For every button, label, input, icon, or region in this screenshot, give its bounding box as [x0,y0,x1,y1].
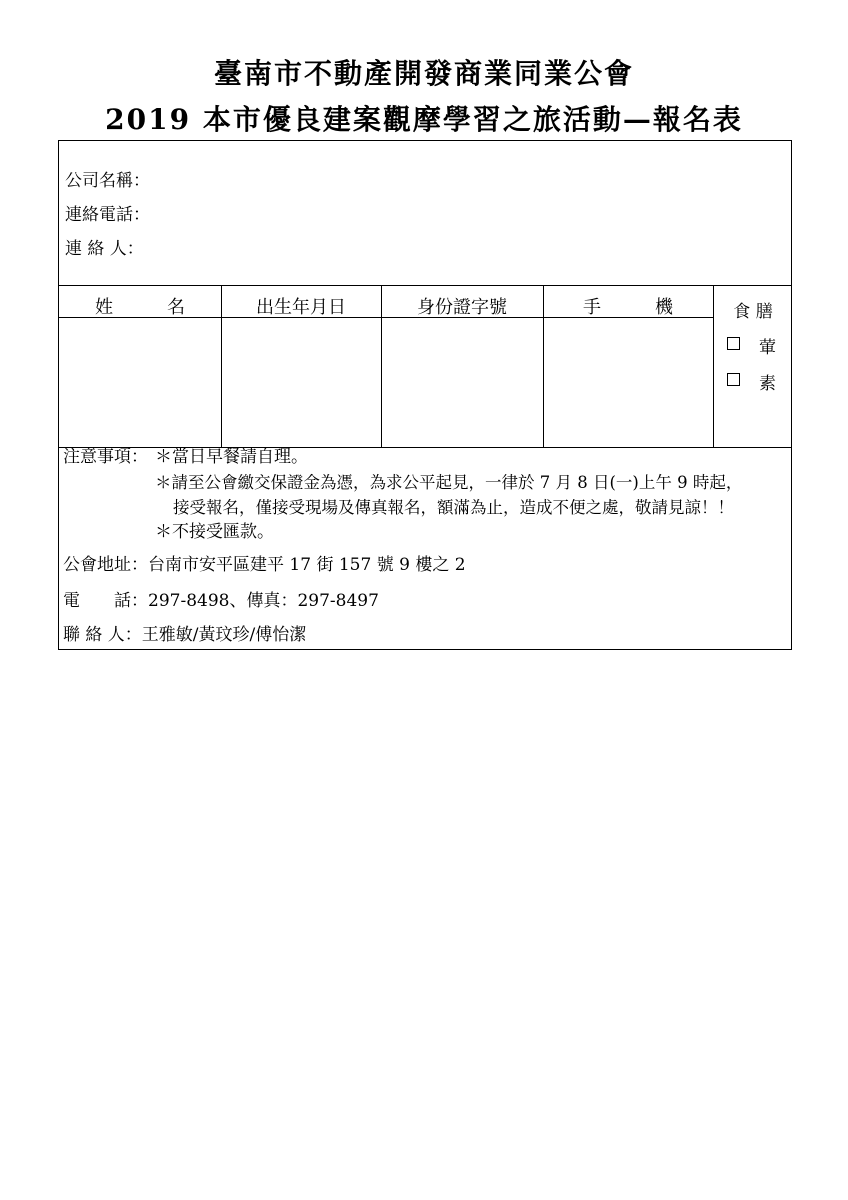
vegetarian-meal-checkbox[interactable] [727,373,740,386]
form-title-event: 2019 本市優良建案觀摩學習之旅活動—報名表 [105,103,743,136]
contact-person-label: 連 絡 人： [65,239,144,259]
note-item: ＊不接受匯款。 [155,522,274,542]
table-top-rule [59,285,792,286]
company-name-label: 公司名稱： [65,171,150,191]
note-item: 接受報名，僅接受現場及傳真報名，額滿為止，造成不便之處，敬請見諒！！ [173,498,734,517]
form-title-org: 臺南市不動產開發商業同業公會 [213,57,634,90]
registration-form-frame [58,140,792,650]
association-contacts: 聯 絡 人：王雅敏/黃玟珍/傅怡潔 [63,625,307,645]
contact-phone-label: 連絡電話： [65,205,150,225]
association-phone-fax: 電 話：297-8498、傳真：297-8497 [63,591,379,611]
note-item: ＊當日早餐請自理。 [155,447,308,467]
notes-label: 注意事項： [63,447,148,467]
header-birth-date: 出生年月日 [256,297,346,318]
header-meal: 食 膳 [733,302,773,322]
header-mobile: 手 機 [583,297,673,318]
vegetarian-meal-label: 素 [759,374,776,394]
meat-meal-label: 葷 [759,338,776,358]
header-id-number: 身份證字號 [417,297,507,318]
header-name: 姓 名 [95,297,185,318]
note-item: ＊請至公會繳交保證金為憑，為求公平起見，一律於 7 月 8 日(一)上午 9 時起， [155,473,743,492]
meat-meal-checkbox[interactable] [727,337,740,350]
association-address: 公會地址：台南市安平區建平 17 街 157 號 9 樓之 2 [63,555,466,575]
